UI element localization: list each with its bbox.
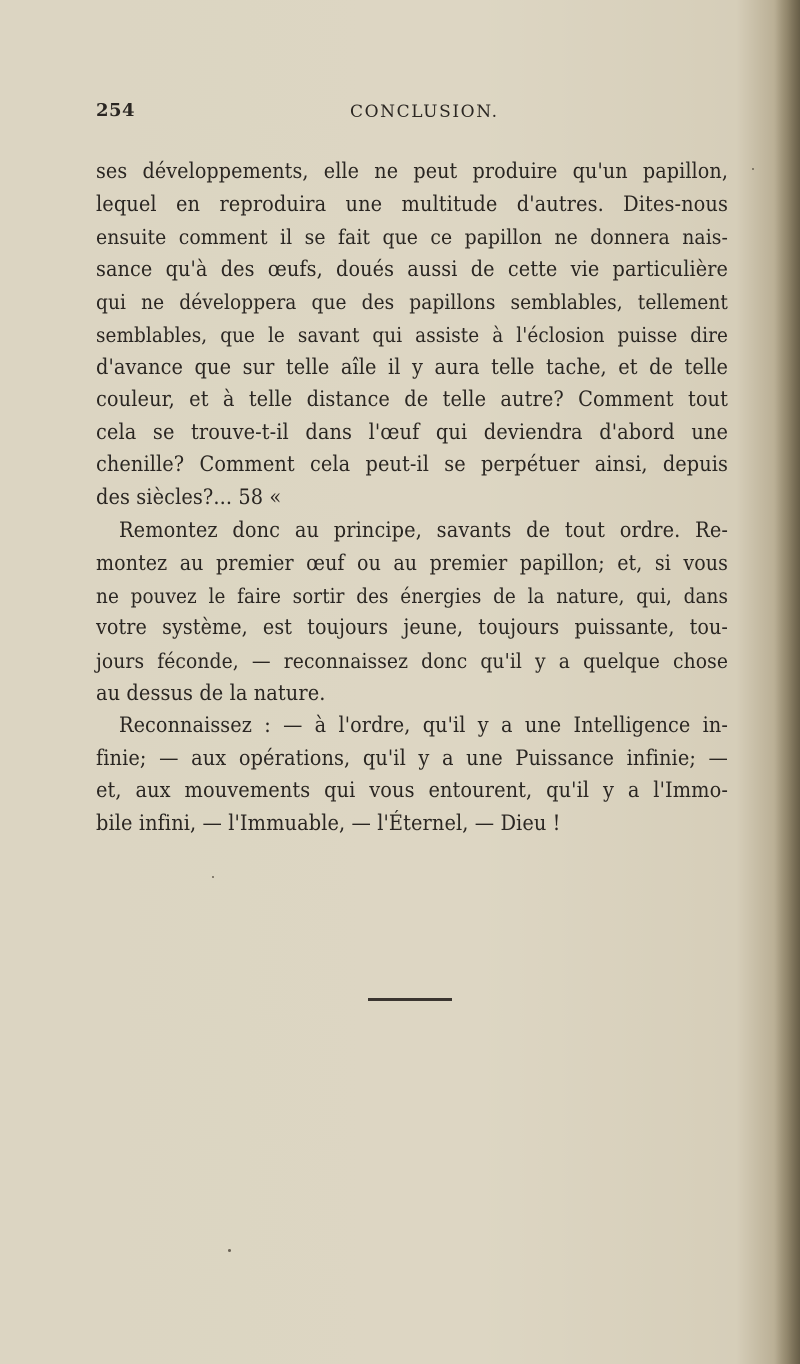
paper-speck — [228, 1249, 231, 1252]
text-line: jours féconde, — reconnaissez donc qu'il y a quelque chose — [96, 648, 728, 673]
text-line: chenille? Comment cela peut-il se perpétuer ainsi, depuis — [96, 452, 728, 478]
text-line: sance qu'à des œufs, doués aussi de cette vie particulière — [96, 256, 728, 282]
text-line: couleur, et à telle distance de telle autre? Comment tout — [96, 387, 728, 413]
running-head — [96, 100, 728, 130]
text-line: cela se trouve-t-il dans l'œuf qui deviendra d'abord une — [96, 419, 728, 445]
page-number: 254 — [96, 100, 136, 121]
text-line: qui ne développera que des papillons semblables, tellement — [96, 290, 728, 315]
text-line: ne pouvez le faire sortir des énergies de la nature, qui, dans — [96, 583, 728, 608]
text-line: votre système, est toujours jeune, toujours puissante, tou- — [96, 615, 728, 641]
text-line: Remontez donc au principe, savants de tout ordre. Re- — [119, 517, 728, 543]
text-line: et, aux mouvements qui vous entourent, qu'il y a l'Immo- — [96, 778, 728, 804]
text-line: ensuite comment il se fait que ce papillon ne donnera nais- — [96, 225, 728, 250]
body-text — [96, 156, 728, 840]
text-line: des siècles?... 58 « — [96, 484, 282, 510]
text-line: d'avance que sur telle aîle il y aura telle tache, et de telle — [96, 354, 728, 380]
chapter-title: CONCLUSION. — [350, 102, 499, 122]
end-rule — [368, 998, 452, 1001]
text-line: lequel en reproduira une multitude d'autres. Dites-nous — [96, 191, 728, 217]
text-line: bile infini, — l'Immuable, — l'Éternel, — Dieu ! — [96, 810, 561, 836]
text-line: finie; — aux opérations, qu'il y a une Puissance infinie; — — [96, 745, 728, 771]
text-line: semblables, que le savant qui assiste à l'éclosion puisse dire — [96, 322, 728, 347]
text-line: ses développements, elle ne peut produire qu'un papillon, — [96, 159, 728, 184]
paper-speck — [752, 168, 754, 170]
text-line: montez au premier œuf ou au premier papillon; et, si vous — [96, 550, 728, 576]
paper-speck — [212, 876, 214, 878]
text-line: au dessus de la nature. — [96, 680, 326, 706]
text-line: Reconnaissez : — à l'ordre, qu'il y a une Intelligence in- — [119, 713, 728, 739]
page-edge-shadow — [774, 0, 800, 1364]
